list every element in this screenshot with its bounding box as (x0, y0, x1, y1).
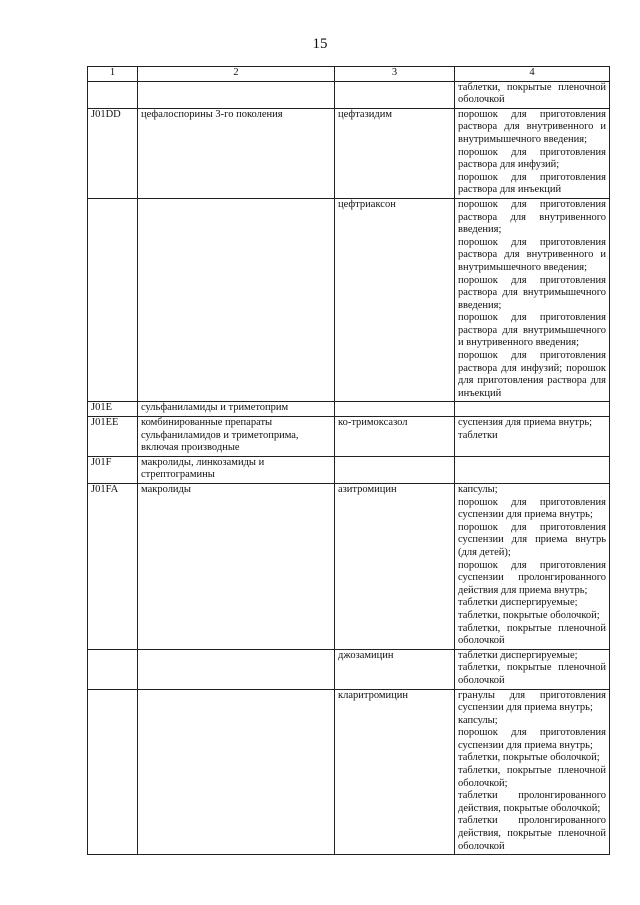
drug-name-cell (335, 402, 455, 417)
dosage-forms-cell (455, 456, 610, 483)
table-header (88, 67, 610, 82)
dosage-forms-cell (455, 81, 610, 108)
table-row (88, 689, 610, 855)
drug-name-cell (335, 456, 455, 483)
drug-name-cell: цефтазидим (335, 108, 455, 198)
dosage-form: таблетки, покрытые пленочной оболочкой (458, 622, 606, 647)
dosage-form: таблетки (458, 429, 498, 441)
drug-table (87, 66, 610, 855)
atc-code-cell (88, 649, 138, 689)
dosage-form: таблетки диспергируемые; (458, 649, 578, 661)
dosage-forms-cell (455, 402, 610, 417)
atc-code-cell: J01DD (88, 108, 138, 198)
atc-code-cell: J01E (88, 402, 138, 417)
drug-name-cell: кларитромицин (335, 689, 455, 855)
drug-name-cell (335, 81, 455, 108)
table-body (88, 81, 610, 855)
atc-code-cell (88, 689, 138, 855)
dosage-form: порошок для приготовления раствора для внутривенного введения; (458, 198, 606, 236)
header-col-3: 3 (335, 67, 455, 82)
dosage-form: порошок для приготовления раствора для инъекций (458, 171, 606, 196)
dosage-form: таблетки пролонгированного действия, покрытые оболочкой; (458, 790, 606, 814)
drug-name-cell: джозамицин (335, 649, 455, 689)
table-row (88, 108, 610, 198)
table-row (88, 649, 610, 689)
page-number: 15 (312, 36, 328, 52)
dosage-form: таблетки пролонгированного действия, покрытые пленочной оболочкой (458, 815, 606, 852)
group-name-cell: цефалоспорины 3-го поколения (138, 108, 335, 198)
table-row (88, 402, 610, 417)
dosage-form: капсулы; (458, 484, 498, 495)
dosage-form: порошок для приготовления раствора для внутримышечного и внутривенного введения; (458, 312, 606, 349)
dosage-forms-cell (455, 108, 610, 198)
dosage-forms-cell (455, 484, 610, 650)
dosage-form: таблетки диспергируемые; (458, 597, 578, 609)
group-name-cell (138, 81, 335, 108)
group-name-cell (138, 649, 335, 689)
dosage-form: таблетки, покрытые пленочной оболочкой (458, 81, 606, 106)
header-col-4: 4 (455, 67, 610, 82)
atc-code-cell (88, 198, 138, 402)
table-row (88, 484, 610, 650)
dosage-form: таблетки, покрытые пленочной оболочкой (458, 662, 606, 686)
dosage-form: порошок для приготовления суспензии пролонгированного действия для приема внутрь; (458, 559, 606, 596)
table-row (88, 417, 610, 457)
dosage-form: таблетки, покрытые оболочкой; (458, 752, 600, 764)
group-name-cell: комбинированные препараты сульфаниламидов и триметоприма, включая производные (138, 417, 335, 457)
atc-code-cell: J01EE (88, 417, 138, 457)
atc-code-cell: J01F (88, 456, 138, 483)
dosage-forms-cell (455, 649, 610, 689)
dosage-forms-cell (455, 417, 610, 457)
header-row (88, 67, 610, 82)
group-name-cell: макролиды, линкозамиды и стрептограмины (138, 456, 335, 483)
drug-name-cell: цефтриаксон (335, 198, 455, 402)
table-row (88, 456, 610, 483)
dosage-form: таблетки, покрытые пленочной оболочкой; (458, 765, 606, 789)
dosage-form: гранулы для приготовления суспензии для приема внутрь; (458, 689, 606, 714)
group-name-cell: сульфаниламиды и триметоприм (138, 402, 335, 417)
drug-name-cell: ко-тримоксазол (335, 417, 455, 457)
dosage-form: порошок для приготовления раствора для инфузий; (458, 146, 606, 171)
dosage-form: порошок для приготовления раствора для инфузий; порошок для приготовления раствора для инъекций (458, 350, 606, 399)
header-col-1: 1 (88, 67, 138, 82)
atc-code-cell (88, 81, 138, 108)
dosage-forms-cell (455, 198, 610, 402)
group-name-cell (138, 198, 335, 402)
header-col-2: 2 (138, 67, 335, 82)
dosage-form: порошок для приготовления раствора для внутривенного и внутримышечного введения; (458, 236, 606, 273)
dosage-form: капсулы; (458, 714, 498, 726)
dosage-form: порошок для приготовления раствора для внутримышечного введения; (458, 274, 606, 311)
dosage-form: суспензия для приема внутрь; (458, 417, 593, 429)
dosage-form: порошок для приготовления раствора для внутривенного и внутримышечного введения; (458, 108, 606, 145)
dosage-forms-cell (455, 689, 610, 855)
dosage-form: порошок для приготовления суспензии для приема внутрь; (458, 496, 606, 521)
dosage-form: таблетки, покрытые оболочкой; (458, 609, 600, 621)
group-name-cell: макролиды (138, 484, 335, 650)
dosage-form: порошок для приготовления суспензии для приема внутрь (для детей); (458, 521, 606, 558)
drug-name-cell: азитромицин (335, 484, 455, 650)
table-row (88, 81, 610, 108)
dosage-form: порошок для приготовления суспензии для приема внутрь; (458, 727, 606, 751)
atc-code-cell: J01FA (88, 484, 138, 650)
table-row (88, 198, 610, 402)
group-name-cell (138, 689, 335, 855)
